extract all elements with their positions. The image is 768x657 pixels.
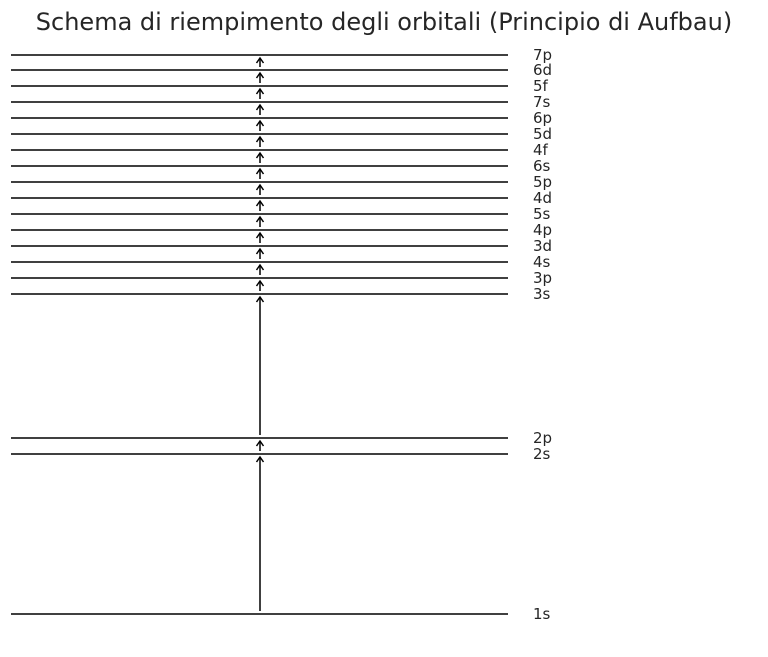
energy-level-label-3d: 3d <box>533 237 553 255</box>
filling-arrows <box>257 58 264 611</box>
energy-level-label-4s: 4s <box>533 253 551 271</box>
energy-level-label-7p: 7p <box>533 46 553 64</box>
energy-level-label-5f: 5f <box>533 77 548 95</box>
energy-level-label-2s: 2s <box>533 445 551 463</box>
energy-level-label-2p: 2p <box>533 429 553 447</box>
energy-level-label-4p: 4p <box>533 221 553 239</box>
energy-level-label-4f: 4f <box>533 141 548 159</box>
energy-level-label-5s: 5s <box>533 205 551 223</box>
energy-level-label-7s: 7s <box>533 93 551 111</box>
energy-level-label-6p: 6p <box>533 109 553 127</box>
energy-level-label-5p: 5p <box>533 173 553 191</box>
energy-levels <box>11 46 552 623</box>
energy-level-label-4d: 4d <box>533 189 553 207</box>
energy-level-label-1s: 1s <box>533 605 551 623</box>
energy-level-label-5d: 5d <box>533 125 553 143</box>
energy-level-label-6d: 6d <box>533 61 553 79</box>
energy-level-label-6s: 6s <box>533 157 551 175</box>
energy-level-label-3s: 3s <box>533 285 551 303</box>
diagram-title: Schema di riempimento degli orbitali (Principio di Aufbau) <box>35 8 733 36</box>
energy-level-label-3p: 3p <box>533 269 553 287</box>
